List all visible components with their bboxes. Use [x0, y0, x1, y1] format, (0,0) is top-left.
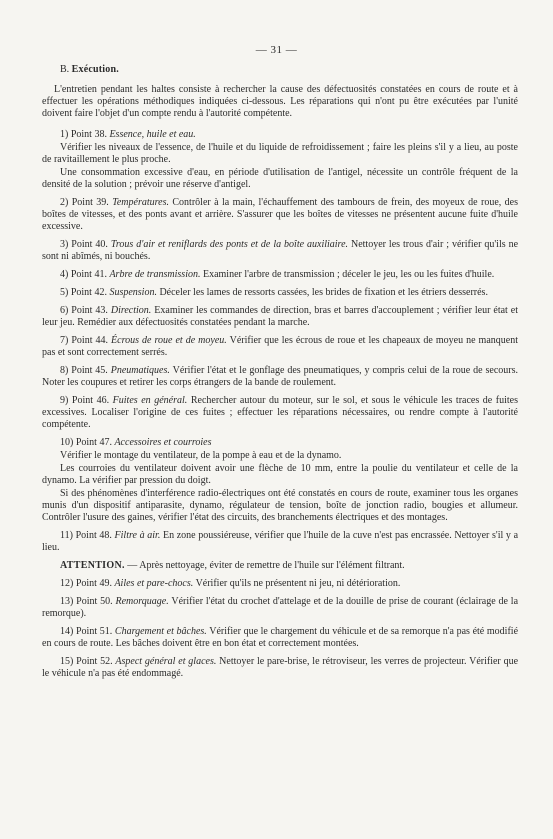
list-item: [42, 365, 518, 389]
item-number: 11) Point 48.: [60, 530, 112, 541]
item-text: Nettoyer les trous d'air ; vérifier qu'ils ne sont ni abîmés, ni bouchés.: [42, 239, 519, 262]
list-item: [42, 269, 518, 281]
list-item: [42, 560, 518, 572]
list-item: [42, 626, 518, 650]
list-item: [42, 656, 518, 680]
section-letter: B.: [60, 64, 70, 75]
list-item: [42, 129, 518, 141]
intro-paragraph: L'entretien pendant les haltes consiste à rechercher la cause des défectuosités constatées en cours de route et à effectuer les opérations méthodiques indiquées ci-dessous. Les réparations qui n'ont pu être exécutées par l'unité doivent faire l'objet d'un compte rendu à l'autorité compétente.: [42, 84, 518, 119]
item-title: Direction.: [110, 305, 152, 316]
list-item: [42, 197, 518, 233]
item-text: Nettoyer le pare-brise, le rétroviseur, les verres de projecteur. Vérifier que le véhicule n'a pas été endommagé.: [42, 656, 519, 679]
list-item: [42, 578, 518, 590]
page-body: [42, 64, 518, 686]
item-title: Aspect général et glaces.: [115, 656, 217, 667]
item-text: Contrôler à la main, l'échauffement des tambours de frein, des moyeux de roue, des boîtes de vitesses, et des ponts avant et arrière. S'assurer que les boîtes de vitesses ne présentent aucune fuite d'huile excessive.: [42, 197, 519, 232]
section-heading: [60, 64, 518, 76]
item-text: Vérifier qu'ils ne présentent ni jeu, ni détérioration.: [195, 578, 401, 589]
list-item: [42, 530, 518, 554]
list-item: [42, 305, 518, 329]
item-number: 13) Point 50.: [60, 596, 113, 607]
item-text: — Après nettoyage, éviter de remettre de l'huile sur l'élément filtrant.: [127, 560, 405, 571]
item-text: Examiner les commandes de direction, bras et barres d'accouplement ; vérifier leur état et leur jeu. Remédier aux défectuosités constatées pendant la marche.: [42, 305, 519, 328]
list-item: [42, 488, 518, 524]
item-title: Trous d'air et reniflards des ponts et de la boîte auxiliaire.: [110, 239, 349, 250]
item-number: 3) Point 40.: [60, 239, 108, 250]
list-item: [42, 463, 518, 487]
item-number: 1) Point 38.: [60, 129, 107, 140]
item-text: Vérifier que le chargement du véhicule et de sa remorque n'a pas été modifié en cours de route. Les bâches doivent être en bon état et correctement montées.: [42, 626, 519, 649]
item-title: Écrous de roue et de moyeu.: [111, 335, 227, 346]
list-item: [42, 596, 518, 620]
item-text: Vérifier l'état du crochet d'attelage et de la douille de prise de courant (éclairage de la remorque).: [42, 596, 519, 619]
list-item: [42, 450, 518, 462]
item-title: Essence, huile et eau.: [109, 129, 196, 140]
item-text: Examiner l'arbre de transmission ; déceler le jeu, les ou les fuites d'huile.: [202, 269, 495, 280]
item-title: Filtre à air.: [114, 530, 161, 541]
item-text: Les courroies du ventilateur doivent avoir une flèche de 10 mm, entre la poulie du ventilateur et celle de la dynamo. La vérifier par pression du doigt.: [42, 463, 518, 486]
list-item: [42, 437, 518, 449]
item-number: 15) Point 52.: [60, 656, 113, 667]
item-number: 10) Point 47.: [60, 437, 112, 448]
item-text: Une consommation excessive d'eau, en période d'utilisation de l'antigel, nécessite un contrôle fréquent de la densité de la solution ; prévoir une réserve d'antigel.: [42, 167, 518, 190]
item-number: 4) Point 41.: [60, 269, 107, 280]
item-number: 6) Point 43.: [60, 305, 108, 316]
page-number: — 31 —: [255, 44, 298, 56]
item-title: Températures.: [112, 197, 169, 208]
item-title: Pneumatiques.: [110, 365, 170, 376]
item-text: Déceler les lames de ressorts cassées, les brides de fixation et les étriers desserrés.: [159, 287, 488, 298]
item-number: 2) Point 39.: [60, 197, 109, 208]
item-text: Rechercher autour du moteur, sur le sol, et sous le véhicule les traces de fuites excessives. Localiser l'origine de ces fuites ; effectuer les réparations nécessaires, ou rendre compte à l'autorité compétente.: [42, 395, 519, 430]
list-item: [42, 395, 518, 431]
item-number: 14) Point 51.: [60, 626, 113, 637]
item-title: Remorquage.: [115, 596, 169, 607]
item-title: Accessoires et courroies: [114, 437, 212, 448]
list-item: [42, 167, 518, 191]
item-title: Chargement et bâches.: [114, 626, 207, 637]
item-number: 12) Point 49.: [60, 578, 112, 589]
item-number: 8) Point 45.: [60, 365, 108, 376]
item-text: En zone poussiéreuse, vérifier que l'huile de la cuve n'est pas encrassée. Nettoyer s'il y a lieu.: [42, 530, 519, 553]
list-item: [42, 142, 518, 166]
item-text: Vérifier l'état et le gonflage des pneumatiques, y compris celui de la roue de secours. Noter les coupures et retirer les corps étrangers de la bande de roulement.: [42, 365, 519, 388]
item-title: Suspension.: [109, 287, 157, 298]
item-number: 9) Point 46.: [60, 395, 110, 406]
item-number: 5) Point 42.: [60, 287, 107, 298]
list-item: [42, 239, 518, 263]
item-text: Vérifier que les écrous de roue et les chapeaux de moyeu ne manquent pas et sont correctement serrés.: [42, 335, 518, 358]
attention-label: ATTENTION.: [60, 560, 125, 571]
item-text: Si des phénomènes d'interférence radio-électriques ont été constatés en cours de route, examiner tous les organes munis d'un dispositif antiparasite, dynamo, régulateur de tension, boîte de jonction radio, bougies et allumeur. Contrôler l'usure des gaines, vérifier l'état des circuits, des branchements électriques et des montages.: [42, 488, 518, 523]
item-title: Arbre de transmission.: [109, 269, 201, 280]
item-title: Fuites en général.: [112, 395, 188, 406]
maintenance-items: [42, 129, 518, 680]
item-number: 7) Point 44.: [60, 335, 108, 346]
item-text: Vérifier les niveaux de l'essence, de l'huile et du liquide de refroidissement ; faire les pleins s'il y a lieu, au poste de ravitaillement le plus proche.: [42, 142, 518, 165]
list-item: [42, 287, 518, 299]
list-item: [42, 335, 518, 359]
section-title: Exécution.: [71, 64, 119, 75]
item-text: Vérifier le montage du ventilateur, de la pompe à eau et de la dynamo.: [60, 450, 342, 461]
item-title: Ailes et pare-chocs.: [114, 578, 194, 589]
